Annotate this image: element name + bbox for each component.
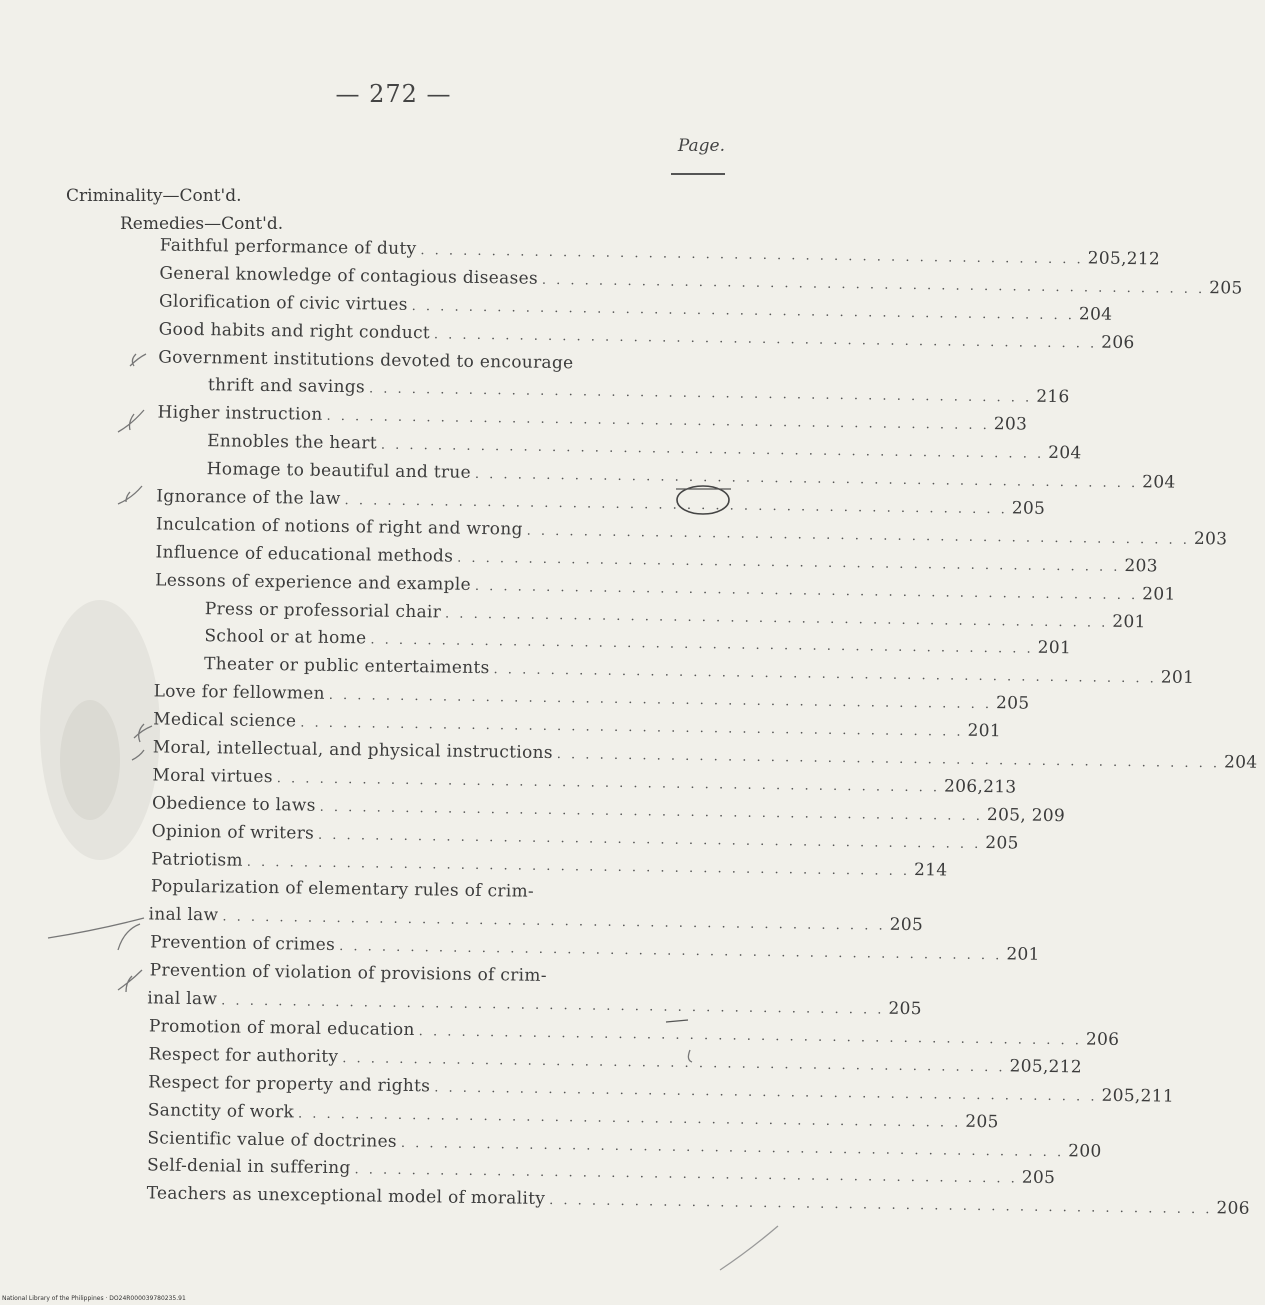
entry-label: Prevention of crimes xyxy=(149,932,336,956)
leader-dots: . . . . . . . . . . . . . . . . . . . . . . . . . . . . . . . . . . . . . . . . . . . . . . . xyxy=(344,493,1008,518)
entry-pages: 201 xyxy=(1112,611,1146,632)
entry-pages: 205 xyxy=(965,1111,999,1132)
entry-pages: 201 xyxy=(967,720,1002,742)
entry-pages: 205 xyxy=(985,832,1019,854)
footer-credit: National Library of the Philippines · DO24R000039780235.91 xyxy=(2,1295,186,1302)
leader-dots: . . . . . . . . . . . . . . . . . . . . . . . . . . . . . . . . . . . . . . . . . . . . . . . xyxy=(317,827,982,852)
leader-dots: . . . . . . . . . . . . . . . . . . . . . . . . . . . . . . . . . . . . . . . . . . . . . . . xyxy=(339,939,1003,964)
leader-dots: . . . . . . . . . . . . . . . . . . . . . . . . . . . . . . . . . . . . . . . . . . . . . . . xyxy=(297,1106,962,1131)
entry-label: Lessons of experience and example xyxy=(155,570,472,595)
entry-label: Promotion of moral education xyxy=(148,1016,415,1041)
entry-label: thrift and savings xyxy=(207,375,366,398)
check-mark xyxy=(130,354,146,366)
entry-label: General knowledge of contagious diseases xyxy=(159,263,539,289)
entry-label: Teachers as unexceptional model of morality xyxy=(146,1183,546,1210)
entry-pages: 205 xyxy=(1209,278,1243,299)
entry-pages: 206 xyxy=(1085,1029,1120,1050)
leader-dots: . . . . . . . . . . . . . . . . . . . . . . . . . . . . . . . . . . . . . . . . . . . . . . . xyxy=(556,747,1221,772)
entry-pages: 205,211 xyxy=(1101,1085,1175,1107)
entry-label: Ennobles the heart xyxy=(207,431,378,454)
leader-dots: . . . . . . . . . . . . . . . . . . . . . . . . . . . . . . . . . . . . . . . . . . . . . . . xyxy=(246,854,911,879)
entry-label: Moral, intellectual, and physical instructions xyxy=(152,737,553,764)
check-mark xyxy=(48,918,144,950)
entry-label: Self-denial in suffering xyxy=(146,1155,351,1179)
entry-label: Respect for authority xyxy=(148,1044,339,1067)
entry-pages: 206,213 xyxy=(943,776,1017,798)
entry-pages: 205,212 xyxy=(1087,248,1161,270)
leader-dots: . . . . . . . . . . . . . . . . . . . . . . . . . . . . . . . . . . . . . . . . . . . . . . . xyxy=(434,1080,1098,1105)
entry-label: Obedience to laws xyxy=(151,793,316,816)
leader-dots: . . . . . . . . . . . . . . . . . . . . . . . . . . . . . . . . . . . . . . . . . . . . . . . xyxy=(400,1135,1065,1160)
leader-dots: . . . . . . . . . . . . . . . . . . . . . . . . . . . . . . . . . . . . . . . . . . . . . . . xyxy=(319,799,984,824)
entry-pages: 205 xyxy=(1011,498,1046,519)
entry-label: Opinion of writers xyxy=(151,821,315,844)
entry-label: School or at home xyxy=(204,626,367,649)
page-column-label: Page. xyxy=(677,136,725,156)
entry-label: Prevention of violation of provisions of crim- xyxy=(149,960,547,987)
entry-label: Sanctity of work xyxy=(147,1099,295,1123)
leader-dots: . . . . . . . . . . . . . . . . . . . . . . . . . . . . . . . . . . . . . . . . . . . . . . . xyxy=(370,632,1034,658)
entry-pages: 200 xyxy=(1068,1140,1102,1162)
leader-dots: . . . . . . . . . . . . . . . . . . . . . . . . . . . . . . . . . . . . . . . . . . . . . . . xyxy=(541,272,1206,297)
entry-label: Press or professorial chair xyxy=(204,598,442,622)
leader-dots: . . . . . . . . . . . . . . . . . . . . . . . . . . . . . . . . . . . . . . . . . . . . . . . xyxy=(433,326,1098,352)
entry-pages: 205 xyxy=(889,915,924,936)
entry-pages: 204 xyxy=(1223,752,1258,773)
entry-label: Patriotism xyxy=(151,848,243,871)
check-mark xyxy=(134,724,152,742)
leader-dots: . . . . . . . . . . . . . . . . . . . . . . . . . . . . . . . . . . . . . . . . . . . . . . . xyxy=(380,437,1045,463)
leader-dots: . . . . . . . . . . . . . . . . . . . . . . . . . . . . . . . . . . . . . . . . . . . . . . . xyxy=(354,1162,1018,1187)
entry-pages: 204 xyxy=(1142,472,1176,493)
entry-label: Good habits and right conduct xyxy=(158,319,431,343)
entry-pages: 205, 209 xyxy=(986,804,1066,826)
leader-dots: . . . . . . . . . . . . . . . . . . . . . . . . . . . . . . . . . . . . . . . . . . . . . . . xyxy=(411,298,1076,324)
leader-dots: . . . . . . . . . . . . . . . . . . . . . . . . . . . . . . . . . . . . . . . . . . . . . . . xyxy=(474,578,1139,603)
entry-pages: 205 xyxy=(888,998,922,1020)
index-heading: Criminality—Cont'd. xyxy=(66,186,242,206)
leader-dots: . . . . . . . . . . . . . . . . . . . . . . . . . . . . . . . . . . . . . . . . . . . . . . . xyxy=(526,523,1191,548)
entry-label: Homage to beautiful and true xyxy=(206,459,472,483)
entry-label: Higher instruction xyxy=(157,402,323,426)
entry-label: Theater or public entertaiments xyxy=(203,654,490,679)
entry-pages: 203 xyxy=(1193,528,1228,550)
entry-pages: 204 xyxy=(1078,304,1113,325)
entry-label: Love for fellowmen xyxy=(153,681,325,705)
leader-dots: . . . . . . . . . . . . . . . . . . . . . . . . . . . . . . . . . . . . . . . . . . . . . . . xyxy=(549,1193,1213,1218)
entry-label: Government institutions devoted to encourage xyxy=(158,347,574,373)
leader-dots: . . . . . . . . . . . . . . . . . . . . . . . . . . . . . . . . . . . . . . . . . . . . . . . xyxy=(342,1050,1006,1076)
index-subheading: Remedies—Cont'd. xyxy=(120,214,284,234)
entry-label: Medical science xyxy=(153,709,297,732)
entry-pages: 206 xyxy=(1216,1198,1250,1220)
leader-dots: . . . . . . . . . . . . . . . . . . . . . . . . . . . . . . . . . . . . . . . . . . . . . . . xyxy=(474,467,1139,492)
check-mark xyxy=(118,486,142,504)
entry-pages: 205 xyxy=(995,693,1030,714)
leader-dots: . . . . . . . . . . . . . . . . . . . . . . . . . . . . . . . . . . . . . . . . . . . . . . . xyxy=(493,662,1157,687)
entry-label: Respect for property and rights xyxy=(148,1072,431,1097)
entry-label: Moral virtues xyxy=(152,765,273,788)
entry-pages: 203 xyxy=(1124,555,1158,577)
entry-pages: 201 xyxy=(1142,583,1176,605)
check-mark xyxy=(118,410,144,432)
entry-label: Ignorance of the law xyxy=(156,486,341,510)
entry-label: Influence of educational methods xyxy=(155,542,454,567)
leader-dots: . . . . . . . . . . . . . . . . . . . . . . . . . . . . . . . . . . . . . . . . . . . . . . . xyxy=(457,550,1121,575)
leader-dots: . . . . . . . . . . . . . . . . . . . . . . . . . . . . . . . . . . . . . . . . . . . . . . . xyxy=(420,243,1084,268)
entry-pages: 204 xyxy=(1048,443,1082,464)
entry-pages: 206 xyxy=(1101,332,1135,353)
entry-pages: 203 xyxy=(993,414,1028,435)
entry-label: Scientific value of doctrines xyxy=(147,1127,398,1152)
leader-dots: . . . . . . . . . . . . . . . . . . . . . . . . . . . . . . . . . . . . . . . . . . . . . . . xyxy=(221,993,885,1018)
leader-dots: . . . . . . . . . . . . . . . . . . . . . . . . . . . . . . . . . . . . . . . . . . . . . . . xyxy=(326,409,990,434)
entry-pages: 201 xyxy=(1037,638,1072,659)
leader-dots: . . . . . . . . . . . . . . . . . . . . . . . . . . . . . . . . . . . . . . . . . . . . . . . xyxy=(444,606,1109,631)
leader-dots: . . . . . . . . . . . . . . . . . . . . . . . . . . . . . . . . . . . . . . . . . . . . . . . xyxy=(300,715,964,740)
entry-label: Popularization of elementary rules of crim- xyxy=(150,876,535,903)
check-mark xyxy=(118,970,142,992)
entry-pages: 201 xyxy=(1006,944,1040,966)
entry-pages: 205 xyxy=(1021,1167,1056,1189)
page-number: — 272 — xyxy=(335,80,452,108)
leader-dots: . . . . . . . . . . . . . . . . . . . . . . . . . . . . . . . . . . . . . . . . . . . . . . . xyxy=(328,688,993,713)
entry-label: Faithful performance of duty xyxy=(159,235,417,260)
entry-label: Glorification of civic virtues xyxy=(158,291,408,315)
leader-dots: . . . . . . . . . . . . . . . . . . . . . . . . . . . . . . . . . . . . . . . . . . . . . . . xyxy=(418,1024,1083,1049)
entry-pages: 214 xyxy=(913,859,948,881)
leader-dots: . . . . . . . . . . . . . . . . . . . . . . . . . . . . . . . . . . . . . . . . . . . . . . . xyxy=(276,771,941,796)
leader-dots: . . . . . . . . . . . . . . . . . . . . . . . . . . . . . . . . . . . . . . . . . . . . . . . xyxy=(222,909,886,935)
entry-pages: 216 xyxy=(1036,387,1070,408)
circled-page xyxy=(677,486,729,514)
entry-label: inal law xyxy=(148,904,219,926)
leader-dots: . . . . . . . . . . . . . . . . . . . . . . . . . . . . . . . . . . . . . . . . . . . . . . . xyxy=(368,381,1033,407)
entry-label: Inculcation of notions of right and wrong xyxy=(155,514,523,540)
entry-pages: 205,212 xyxy=(1009,1056,1083,1078)
entry-pages: 201 xyxy=(1160,667,1195,689)
entry-label: inal law xyxy=(147,988,218,1010)
